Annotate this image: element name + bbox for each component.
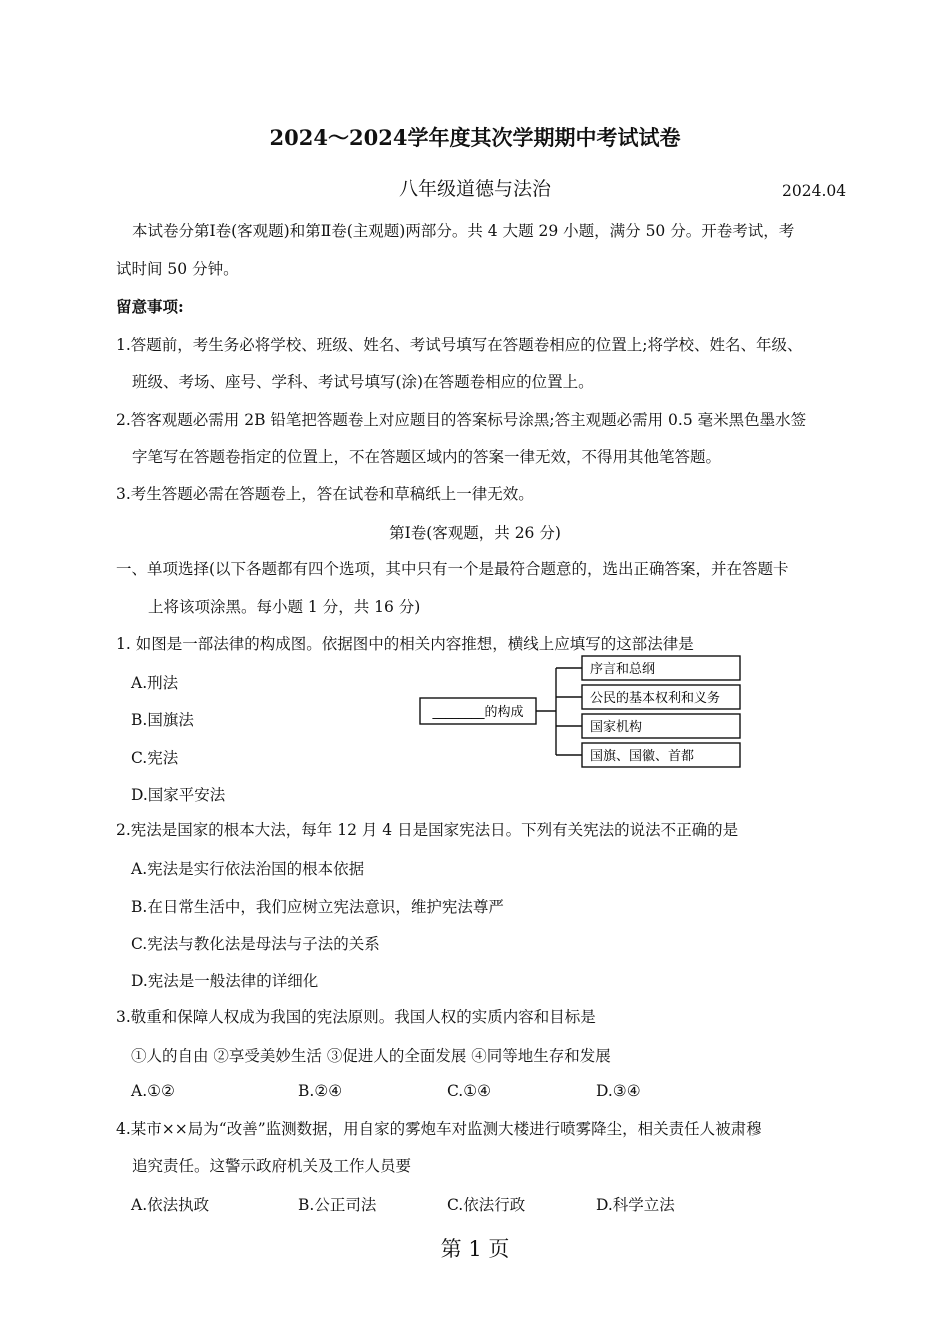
- diagram-branch-1: 序言和总纲: [590, 662, 656, 677]
- question-2-option-a: A.宪法是实行依法治国的根本依据: [131, 860, 365, 878]
- question-3-option-a: A.①②: [131, 1082, 175, 1100]
- section-heading: 第Ⅰ卷(客观题，共 26 分): [389, 524, 561, 542]
- question-4-stem-line-2: 追究责任。这警示政府机关及工作人员要: [132, 1157, 412, 1175]
- question-1-stem: 1. 如图是一部法律的构成图。依据图中的相关内容推想，横线上应填写的这部法律是: [116, 635, 694, 653]
- question-3-statements: ①人的自由 ②享受美妙生活 ③促进人的全面发展 ④同等地生存和发展: [131, 1047, 611, 1065]
- question-4-option-c: C.依法行政: [447, 1196, 526, 1214]
- exam-date: 2024.04: [782, 182, 847, 200]
- question-4-stem-line-1: 4.某市××局为“改善”监测数据，用自家的雾炮车对监测大楼进行喷雾降尘，相关责任人被肃穆: [116, 1120, 762, 1138]
- notice-heading: 留意事项:: [116, 297, 184, 316]
- question-1-option-a: A.刑法: [131, 674, 179, 692]
- question-3-stem: 3.敬重和保障人权成为我国的宪法原则。我国人权的实质内容和目标是: [116, 1008, 596, 1026]
- question-3-option-d: D.③④: [596, 1082, 641, 1100]
- question-3-option-b: B.②④: [298, 1082, 343, 1100]
- question-2-option-d: D.宪法是一般法律的详细化: [131, 972, 319, 990]
- notice-item-1-line-2: 班级、考场、座号、学科、考试号填写(涂)在答题卷相应的位置上。: [132, 373, 594, 391]
- question-3-option-c: C.①④: [447, 1082, 492, 1100]
- exam-title: 2024～2024学年度其次学期期中考试试卷: [269, 125, 681, 150]
- question-1-option-c: C.宪法: [131, 749, 179, 767]
- page-number: 第 1 页: [440, 1237, 510, 1261]
- section-instruction-2: 上将该项涂黑。每小题 1 分，共 16 分): [148, 598, 421, 616]
- question-2-option-c: C.宪法与教化法是母法与子法的关系: [131, 935, 380, 953]
- law-structure-diagram: [404, 648, 756, 776]
- question-1-option-b: B.国旗法: [131, 711, 194, 729]
- diagram-root-label: ________的构成: [432, 705, 524, 720]
- intro-line-1: 本试卷分第Ⅰ卷(客观题)和第Ⅱ卷(主观题)两部分。共 4 大题 29 小题，满分 50 分。开卷考试，考: [132, 222, 795, 240]
- notice-item-2-line-1: 2.答客观题必需用 2B 铅笔把答题卷上对应题目的答案标号涂黑;答主观题必需用 0.5 毫米黑色墨水签: [116, 411, 807, 429]
- notice-item-1-line-1: 1.答题前，考生务必将学校、班级、姓名、考试号填写在答题卷相应的位置上;将学校、姓名、年级、: [116, 336, 803, 354]
- section-instruction-1: 一、单项选择(以下各题都有四个选项，其中只有一个是最符合题意的，选出正确答案，并在答题卡: [116, 560, 789, 578]
- question-4-option-a: A.依法执政: [131, 1196, 210, 1214]
- question-4-option-d: D.科学立法: [596, 1196, 675, 1214]
- question-1-option-d: D.国家平安法: [131, 786, 226, 804]
- question-2-option-b: B.在日常生活中，我们应树立宪法意识，维护宪法尊严: [131, 898, 504, 916]
- exam-subtitle: 八年级道德与法治: [398, 178, 551, 200]
- notice-item-3: 3.考生答题必需在答题卷上，答在试卷和草稿纸上一律无效。: [116, 485, 534, 503]
- diagram-branch-2: 公民的基本权利和义务: [590, 691, 721, 706]
- intro-line-2: 试时间 50 分钟。: [116, 260, 239, 278]
- notice-item-2-line-2: 字笔写在答题卷指定的位置上，不在答题区域内的答案一律无效，不得用其他笔答题。: [132, 448, 722, 466]
- diagram-branch-4: 国旗、国徽、首都: [590, 749, 695, 764]
- diagram-branch-3: 国家机构: [590, 720, 643, 735]
- question-2-stem: 2.宪法是国家的根本大法，每年 12 月 4 日是国家宪法日。下列有关宪法的说法不正确的是: [116, 821, 739, 839]
- question-4-option-b: B.公正司法: [298, 1196, 377, 1214]
